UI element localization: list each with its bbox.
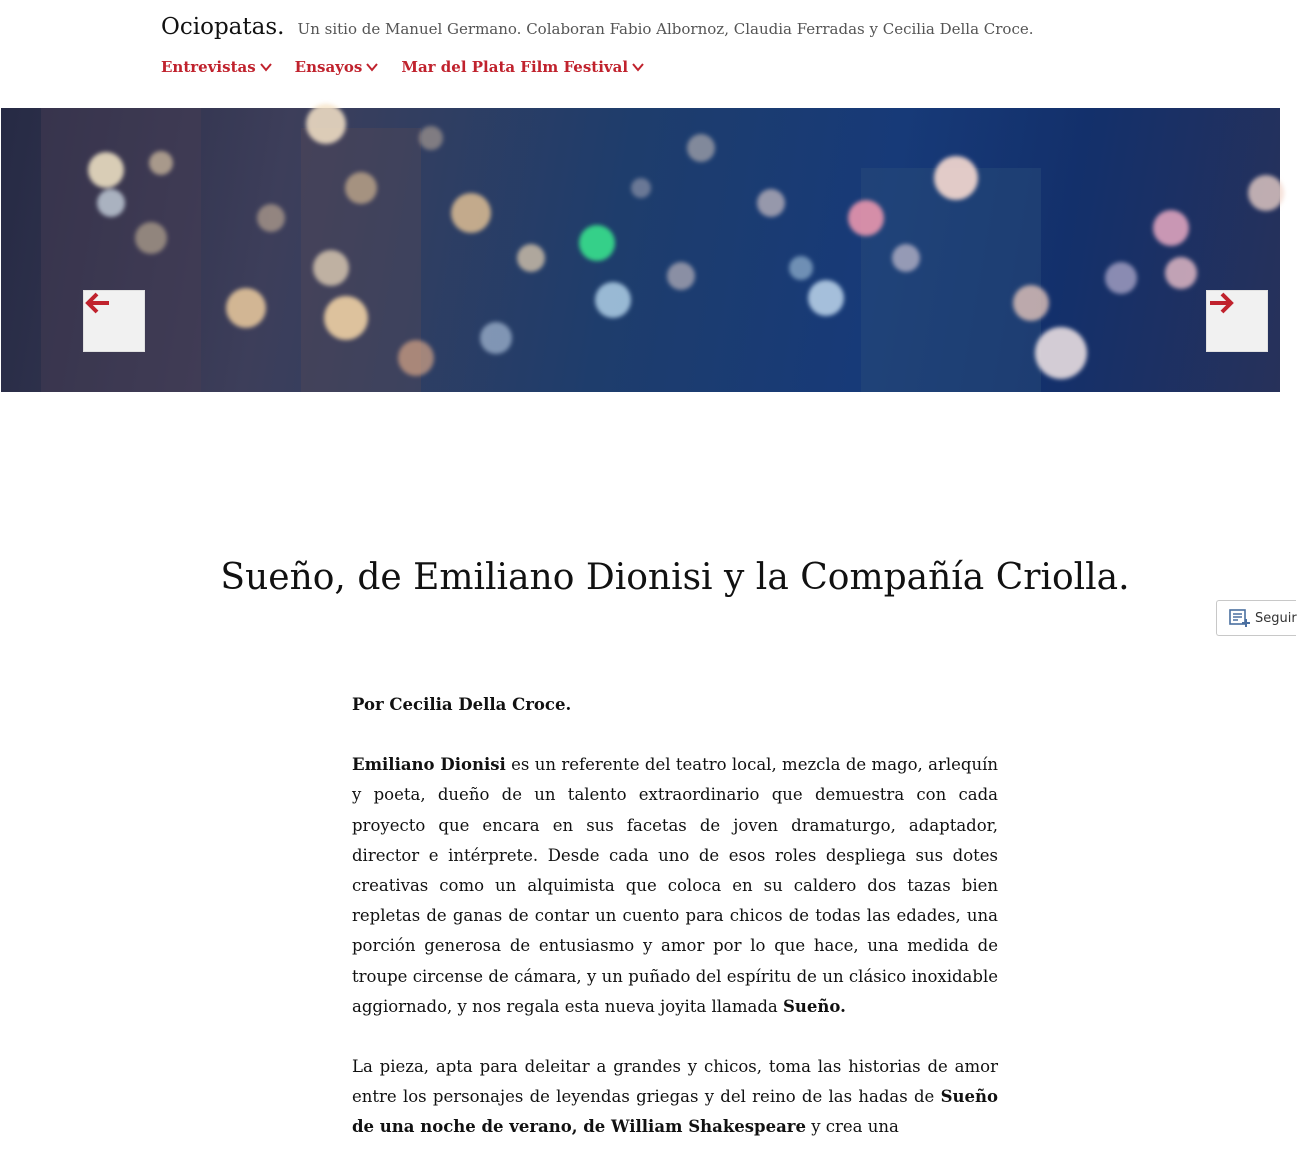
branding xyxy=(161,14,1034,40)
nav-item-mar-del-plata[interactable] xyxy=(401,58,645,76)
nav-item-label: Entrevistas xyxy=(161,58,256,76)
header-image-slider xyxy=(1,108,1280,392)
bold-text: Sueño. xyxy=(783,996,846,1016)
nav-item-entrevistas[interactable] xyxy=(161,58,273,76)
follow-button[interactable] xyxy=(1216,600,1296,636)
nav-item-label: Mar del Plata Film Festival xyxy=(401,58,629,76)
post-content xyxy=(352,690,998,1173)
post-title: Sueño, de Emiliano Dionisi y la Compañía Criolla. xyxy=(220,557,1130,598)
paragraph-text: La pieza, apta para deleitar a grandes y chicos, toma las historias de amor entre los personajes de leyendas griegas y del reino de las hadas de xyxy=(352,1057,998,1107)
bokeh-city-lights-image xyxy=(1,108,1280,392)
chevron-down-icon xyxy=(631,60,645,74)
post-byline: Por Cecilia Della Croce. xyxy=(352,695,572,714)
arrow-right-icon xyxy=(1207,291,1235,315)
nav-item-ensayos[interactable] xyxy=(295,58,380,76)
paragraph-2 xyxy=(352,1052,998,1143)
site-title[interactable]: Ociopatas. xyxy=(161,14,285,40)
follow-button-label: Seguir xyxy=(1255,610,1297,626)
paragraph-text: es un referente del teatro local, mezcla de mago, arlequín y poeta, dueño de un talento extraordinario que demuestra con cada proyecto que encara en sus facetas de joven dramaturgo, adaptador, director e intérprete. Desde cada uno de esos roles despliega sus dotes creativas como un alquimista que coloca en su caldero dos tazas bien repletas de ganas de contar un cuento para chicos de todas las edades, una porción generosa de entusiasmo y amor por lo que hace, una medida de troupe circense de cámara, y un puñado del espíritu de un clásico inoxidable aggiornado, y nos regala esta nueva joyita llamada xyxy=(352,755,998,1016)
nav-item-label: Ensayos xyxy=(294,58,363,76)
slider-next-button[interactable] xyxy=(1206,290,1268,352)
slider-prev-button[interactable] xyxy=(83,290,145,352)
chevron-down-icon xyxy=(365,60,379,74)
paragraph-text: y crea una xyxy=(805,1117,899,1137)
chevron-down-icon xyxy=(259,60,273,74)
site-tagline: Un sitio de Manuel Germano. Colaboran Fabio Albornoz, Claudia Ferradas y Cecilia Della Croce. xyxy=(297,20,1034,38)
main-navigation xyxy=(161,58,645,76)
paragraph-1 xyxy=(352,750,998,1022)
bold-text: Emiliano Dionisi xyxy=(352,755,506,775)
arrow-left-icon xyxy=(84,291,112,315)
site-header xyxy=(0,0,1280,108)
follow-reader-icon xyxy=(1229,608,1251,628)
bold-text: Sueño de una noche de verano, de William Shakespeare xyxy=(352,1087,998,1137)
